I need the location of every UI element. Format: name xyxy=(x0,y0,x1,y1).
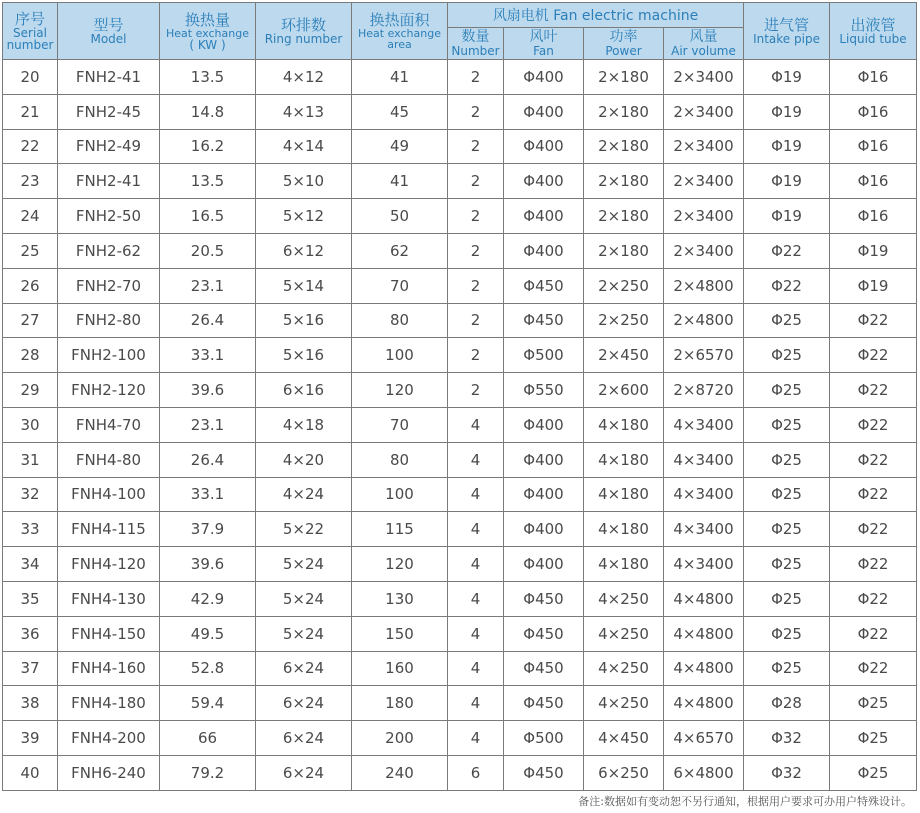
table-cell: 16.2 xyxy=(160,129,256,164)
table-cell: FNH2-100 xyxy=(58,338,160,373)
table-cell: 2 xyxy=(448,233,504,268)
heat-en1: Heat exchange xyxy=(166,26,249,40)
table-cell: 4×250 xyxy=(584,651,664,686)
table-cell: Φ22 xyxy=(830,547,917,582)
table-cell: Φ25 xyxy=(830,755,917,790)
table-cell: 39 xyxy=(3,721,58,756)
model-en: Model xyxy=(90,32,127,46)
table-cell: 40 xyxy=(3,755,58,790)
table-cell: 4 xyxy=(448,581,504,616)
table-cell: 29 xyxy=(3,373,58,408)
col-power xyxy=(584,28,664,60)
table-cell: 4×180 xyxy=(584,512,664,547)
table-cell: 5×22 xyxy=(256,512,352,547)
table-cell: 42.9 xyxy=(160,581,256,616)
table-cell: 2×4800 xyxy=(664,303,744,338)
table-cell: FNH2-62 xyxy=(58,233,160,268)
table-cell: 6×12 xyxy=(256,233,352,268)
table-row xyxy=(3,303,917,338)
table-cell: 23 xyxy=(3,164,58,199)
table-row xyxy=(3,477,917,512)
table-row xyxy=(3,616,917,651)
table-cell: Φ19 xyxy=(830,233,917,268)
table-cell: 6×24 xyxy=(256,755,352,790)
table-cell: FNH4-80 xyxy=(58,442,160,477)
table-cell: Φ450 xyxy=(504,303,584,338)
power-zh: 功率 xyxy=(609,28,638,45)
table-cell: 2×3400 xyxy=(664,164,744,199)
table-cell: 26 xyxy=(3,268,58,303)
table-cell: Φ25 xyxy=(744,477,830,512)
table-cell: FNH4-70 xyxy=(58,407,160,442)
heat-zh: 换热量 xyxy=(184,10,230,29)
table-row xyxy=(3,129,917,164)
table-cell: FNH4-115 xyxy=(58,512,160,547)
table-cell: Φ16 xyxy=(830,94,917,129)
table-cell: 20 xyxy=(3,60,58,95)
table-cell: Φ25 xyxy=(744,303,830,338)
table-cell: 2 xyxy=(448,268,504,303)
table-cell: Φ22 xyxy=(830,338,917,373)
table-cell: 2 xyxy=(448,338,504,373)
table-row xyxy=(3,512,917,547)
area-en1: Heat exchange xyxy=(358,27,441,40)
table-cell: Φ22 xyxy=(830,651,917,686)
table-cell: 21 xyxy=(3,94,58,129)
table-cell: 13.5 xyxy=(160,164,256,199)
table-cell: 6×4800 xyxy=(664,755,744,790)
qty-zh: 数量 xyxy=(461,28,490,45)
table-cell: 5×14 xyxy=(256,268,352,303)
table-cell: Φ19 xyxy=(830,268,917,303)
table-cell: Φ22 xyxy=(744,233,830,268)
table-cell: Φ22 xyxy=(830,581,917,616)
table-cell: Φ400 xyxy=(504,477,584,512)
table-cell: Φ19 xyxy=(744,129,830,164)
table-cell: 70 xyxy=(352,407,448,442)
table-cell: 6×24 xyxy=(256,686,352,721)
table-cell: 36 xyxy=(3,616,58,651)
table-cell: 5×16 xyxy=(256,303,352,338)
table-cell: Φ450 xyxy=(504,581,584,616)
table-cell: Φ22 xyxy=(830,616,917,651)
col-heat xyxy=(160,3,256,60)
table-cell: 4 xyxy=(448,442,504,477)
table-cell: 49.5 xyxy=(160,616,256,651)
table-cell: Φ22 xyxy=(830,407,917,442)
table-cell: 80 xyxy=(352,303,448,338)
table-cell: FNH2-41 xyxy=(58,164,160,199)
table-cell: 2 xyxy=(448,129,504,164)
table-cell: FNH2-120 xyxy=(58,373,160,408)
table-body xyxy=(3,60,917,791)
table-cell: 31 xyxy=(3,442,58,477)
fan-group-label: 风扇电机 Fan electric machine xyxy=(492,8,699,24)
spec-table xyxy=(2,2,917,791)
table-cell: 2×180 xyxy=(584,94,664,129)
table-cell: FNH2-45 xyxy=(58,94,160,129)
table-cell: 2 xyxy=(448,199,504,234)
table-cell: Φ25 xyxy=(744,512,830,547)
table-cell: 16.5 xyxy=(160,199,256,234)
table-cell: Φ22 xyxy=(830,373,917,408)
table-row xyxy=(3,581,917,616)
col-qty xyxy=(448,28,504,60)
table-cell: 4×6570 xyxy=(664,721,744,756)
table-cell: 80 xyxy=(352,442,448,477)
table-cell: 5×24 xyxy=(256,581,352,616)
serial-zh: 序号 xyxy=(14,10,45,28)
table-row xyxy=(3,442,917,477)
table-cell: 120 xyxy=(352,547,448,582)
table-cell: 66 xyxy=(160,721,256,756)
table-cell: Φ450 xyxy=(504,651,584,686)
table-cell: Φ25 xyxy=(744,373,830,408)
table-cell: 115 xyxy=(352,512,448,547)
air-zh: 风量 xyxy=(689,28,718,45)
table-cell: 70 xyxy=(352,268,448,303)
heat-en2: ( KW ) xyxy=(189,37,226,52)
table-cell: Φ16 xyxy=(830,129,917,164)
area-zh: 换热面积 xyxy=(369,11,430,29)
table-cell: 6×16 xyxy=(256,373,352,408)
table-cell: Φ19 xyxy=(744,94,830,129)
table-row xyxy=(3,755,917,790)
fan-en: Fan xyxy=(533,43,554,58)
table-cell: 5×24 xyxy=(256,547,352,582)
table-cell: FNH6-240 xyxy=(58,755,160,790)
table-cell: Φ400 xyxy=(504,199,584,234)
table-cell: 4×250 xyxy=(584,616,664,651)
table-cell: Φ22 xyxy=(830,442,917,477)
table-cell: 50 xyxy=(352,199,448,234)
serial-en1: Serial xyxy=(13,26,47,40)
table-cell: 38 xyxy=(3,686,58,721)
table-cell: 13.5 xyxy=(160,60,256,95)
table-cell: 2×180 xyxy=(584,129,664,164)
table-cell: FNH4-150 xyxy=(58,616,160,651)
table-cell: 2 xyxy=(448,60,504,95)
qty-en: Number xyxy=(451,43,500,58)
table-cell: 4 xyxy=(448,547,504,582)
table-cell: 2×180 xyxy=(584,233,664,268)
table-cell: Φ400 xyxy=(504,407,584,442)
table-cell: 4×4800 xyxy=(664,616,744,651)
table-cell: 4×13 xyxy=(256,94,352,129)
air-en: Air volume xyxy=(671,43,736,58)
col-serial xyxy=(3,3,58,60)
table-cell: Φ400 xyxy=(504,129,584,164)
table-cell: 22 xyxy=(3,129,58,164)
table-cell: Φ400 xyxy=(504,164,584,199)
table-cell: FNH2-80 xyxy=(58,303,160,338)
table-cell: 2×250 xyxy=(584,268,664,303)
table-cell: 200 xyxy=(352,721,448,756)
table-row xyxy=(3,651,917,686)
table-cell: 2×180 xyxy=(584,60,664,95)
table-cell: Φ32 xyxy=(744,721,830,756)
table-row xyxy=(3,686,917,721)
col-area xyxy=(352,3,448,60)
table-cell: Φ25 xyxy=(830,686,917,721)
table-cell: 2×6570 xyxy=(664,338,744,373)
table-cell: 35 xyxy=(3,581,58,616)
table-cell: 4×14 xyxy=(256,129,352,164)
table-cell: Φ25 xyxy=(744,581,830,616)
table-cell: 4×3400 xyxy=(664,547,744,582)
table-row xyxy=(3,268,917,303)
table-cell: 37.9 xyxy=(160,512,256,547)
table-cell: Φ500 xyxy=(504,721,584,756)
table-cell: 59.4 xyxy=(160,686,256,721)
col-intake xyxy=(744,3,830,60)
table-cell: 2 xyxy=(448,373,504,408)
table-cell: Φ25 xyxy=(744,407,830,442)
table-cell: Φ400 xyxy=(504,94,584,129)
table-cell: 4 xyxy=(448,512,504,547)
table-cell: 4×180 xyxy=(584,442,664,477)
table-cell: Φ550 xyxy=(504,373,584,408)
table-cell: 30 xyxy=(3,407,58,442)
table-cell: 4×3400 xyxy=(664,442,744,477)
table-cell: 2×250 xyxy=(584,303,664,338)
table-cell: 2×4800 xyxy=(664,268,744,303)
table-row xyxy=(3,233,917,268)
table-cell: 28 xyxy=(3,338,58,373)
col-fan-group xyxy=(448,3,744,28)
table-cell: 4×12 xyxy=(256,60,352,95)
area-en2: area xyxy=(387,38,412,51)
table-cell: 4×4800 xyxy=(664,581,744,616)
table-cell: FNH4-130 xyxy=(58,581,160,616)
table-row xyxy=(3,547,917,582)
table-cell: 2 xyxy=(448,164,504,199)
table-cell: 2 xyxy=(448,94,504,129)
table-cell: Φ25 xyxy=(744,442,830,477)
table-cell: Φ450 xyxy=(504,686,584,721)
table-row xyxy=(3,373,917,408)
table-cell: 4 xyxy=(448,686,504,721)
table-cell: FNH2-49 xyxy=(58,129,160,164)
table-cell: Φ25 xyxy=(830,721,917,756)
table-cell: 4×24 xyxy=(256,477,352,512)
table-row xyxy=(3,60,917,95)
table-cell: FNH4-180 xyxy=(58,686,160,721)
table-cell: 4×450 xyxy=(584,721,664,756)
table-cell: Φ19 xyxy=(744,199,830,234)
table-cell: 2×600 xyxy=(584,373,664,408)
table-cell: 4 xyxy=(448,651,504,686)
table-cell: 4×20 xyxy=(256,442,352,477)
table-cell: 120 xyxy=(352,373,448,408)
table-row xyxy=(3,338,917,373)
table-row xyxy=(3,407,917,442)
table-cell: 23.1 xyxy=(160,268,256,303)
table-cell: 34 xyxy=(3,547,58,582)
table-cell: Φ25 xyxy=(744,651,830,686)
table-cell: 39.6 xyxy=(160,547,256,582)
table-cell: 25 xyxy=(3,233,58,268)
table-cell: 4×4800 xyxy=(664,651,744,686)
table-cell: Φ28 xyxy=(744,686,830,721)
table-cell: FNH4-100 xyxy=(58,477,160,512)
col-air xyxy=(664,28,744,60)
fan-zh: 风叶 xyxy=(529,28,558,45)
table-cell: 2×3400 xyxy=(664,60,744,95)
table-cell: FNH2-41 xyxy=(58,60,160,95)
col-liquid xyxy=(830,3,917,60)
table-cell: 24 xyxy=(3,199,58,234)
table-cell: 5×24 xyxy=(256,616,352,651)
liquid-en: Liquid tube xyxy=(839,32,907,46)
table-cell: Φ25 xyxy=(744,616,830,651)
table-cell: 240 xyxy=(352,755,448,790)
col-ring xyxy=(256,3,352,60)
table-cell: 26.4 xyxy=(160,442,256,477)
table-cell: 180 xyxy=(352,686,448,721)
table-cell: 160 xyxy=(352,651,448,686)
table-cell: FNH2-70 xyxy=(58,268,160,303)
table-row xyxy=(3,199,917,234)
table-cell: Φ450 xyxy=(504,616,584,651)
table-cell: 37 xyxy=(3,651,58,686)
table-cell: 79.2 xyxy=(160,755,256,790)
table-cell: Φ19 xyxy=(744,60,830,95)
table-cell: Φ22 xyxy=(744,268,830,303)
table-row xyxy=(3,721,917,756)
table-cell: 4 xyxy=(448,616,504,651)
table-cell: 5×16 xyxy=(256,338,352,373)
table-cell: 41 xyxy=(352,164,448,199)
table-cell: 4×4800 xyxy=(664,686,744,721)
table-cell: FNH4-120 xyxy=(58,547,160,582)
table-cell: 32 xyxy=(3,477,58,512)
table-cell: 2×8720 xyxy=(664,373,744,408)
table-cell: FNH2-50 xyxy=(58,199,160,234)
table-cell: 2×3400 xyxy=(664,94,744,129)
col-fan xyxy=(504,28,584,60)
table-cell: 100 xyxy=(352,338,448,373)
table-cell: 4×180 xyxy=(584,407,664,442)
table-cell: 6 xyxy=(448,755,504,790)
table-cell: Φ16 xyxy=(830,164,917,199)
table-cell: Φ400 xyxy=(504,442,584,477)
table-cell: 4 xyxy=(448,477,504,512)
table-cell: 26.4 xyxy=(160,303,256,338)
table-header xyxy=(3,3,917,60)
table-cell: 2×180 xyxy=(584,199,664,234)
table-cell: 6×24 xyxy=(256,651,352,686)
ring-en: Ring number xyxy=(264,32,343,46)
table-cell: 45 xyxy=(352,94,448,129)
table-cell: 130 xyxy=(352,581,448,616)
table-row xyxy=(3,94,917,129)
table-cell: 2×3400 xyxy=(664,233,744,268)
table-cell: FNH4-160 xyxy=(58,651,160,686)
table-cell: Φ400 xyxy=(504,233,584,268)
table-cell: Φ22 xyxy=(830,512,917,547)
table-cell: 2×3400 xyxy=(664,129,744,164)
table-cell: Φ450 xyxy=(504,755,584,790)
table-cell: Φ16 xyxy=(830,199,917,234)
table-cell: 49 xyxy=(352,129,448,164)
table-cell: 2×180 xyxy=(584,164,664,199)
table-cell: 6×250 xyxy=(584,755,664,790)
table-cell: 4×3400 xyxy=(664,407,744,442)
col-model xyxy=(58,3,160,60)
table-cell: 5×10 xyxy=(256,164,352,199)
table-cell: 23.1 xyxy=(160,407,256,442)
table-cell: 41 xyxy=(352,60,448,95)
table-cell: Φ22 xyxy=(830,477,917,512)
table-cell: Φ32 xyxy=(744,755,830,790)
intake-en: Intake pipe xyxy=(753,32,820,46)
table-cell: Φ22 xyxy=(830,303,917,338)
table-cell: 6×24 xyxy=(256,721,352,756)
liquid-zh: 出液管 xyxy=(850,16,896,34)
table-cell: 5×12 xyxy=(256,199,352,234)
table-cell: 20.5 xyxy=(160,233,256,268)
ring-zh: 环排数 xyxy=(280,16,326,34)
table-cell: Φ25 xyxy=(744,338,830,373)
table-cell: 62 xyxy=(352,233,448,268)
table-cell: 4×3400 xyxy=(664,512,744,547)
table-cell: 100 xyxy=(352,477,448,512)
table-cell: 2×450 xyxy=(584,338,664,373)
table-cell: 52.8 xyxy=(160,651,256,686)
table-cell: 4 xyxy=(448,407,504,442)
table-cell: 27 xyxy=(3,303,58,338)
table-cell: 4×250 xyxy=(584,581,664,616)
table-cell: Φ500 xyxy=(504,338,584,373)
table-cell: 39.6 xyxy=(160,373,256,408)
table-cell: 4×180 xyxy=(584,547,664,582)
table-cell: Φ450 xyxy=(504,268,584,303)
table-cell: 4×18 xyxy=(256,407,352,442)
table-cell: 4 xyxy=(448,721,504,756)
table-cell: Φ25 xyxy=(744,547,830,582)
table-cell: 33.1 xyxy=(160,338,256,373)
table-cell: 14.8 xyxy=(160,94,256,129)
serial-en2: number xyxy=(6,38,54,52)
table-cell: FNH4-200 xyxy=(58,721,160,756)
table-cell: 2 xyxy=(448,303,504,338)
table-cell: Φ400 xyxy=(504,512,584,547)
table-cell: Φ400 xyxy=(504,547,584,582)
model-zh: 型号 xyxy=(93,16,124,34)
table-cell: Φ400 xyxy=(504,60,584,95)
table-cell: Φ16 xyxy=(830,60,917,95)
table-cell: 4×3400 xyxy=(664,477,744,512)
footnote: 备注:数据如有变动恕不另行通知，根据用户要求可办用户特殊设计。 xyxy=(578,795,912,808)
intake-zh: 进气管 xyxy=(764,16,810,34)
table-cell: 33.1 xyxy=(160,477,256,512)
table-cell: 150 xyxy=(352,616,448,651)
table-cell: 4×180 xyxy=(584,477,664,512)
power-en: Power xyxy=(605,43,642,58)
table-cell: 2×3400 xyxy=(664,199,744,234)
table-cell: 4×250 xyxy=(584,686,664,721)
table-row xyxy=(3,164,917,199)
table-cell: 33 xyxy=(3,512,58,547)
table-cell: Φ19 xyxy=(744,164,830,199)
